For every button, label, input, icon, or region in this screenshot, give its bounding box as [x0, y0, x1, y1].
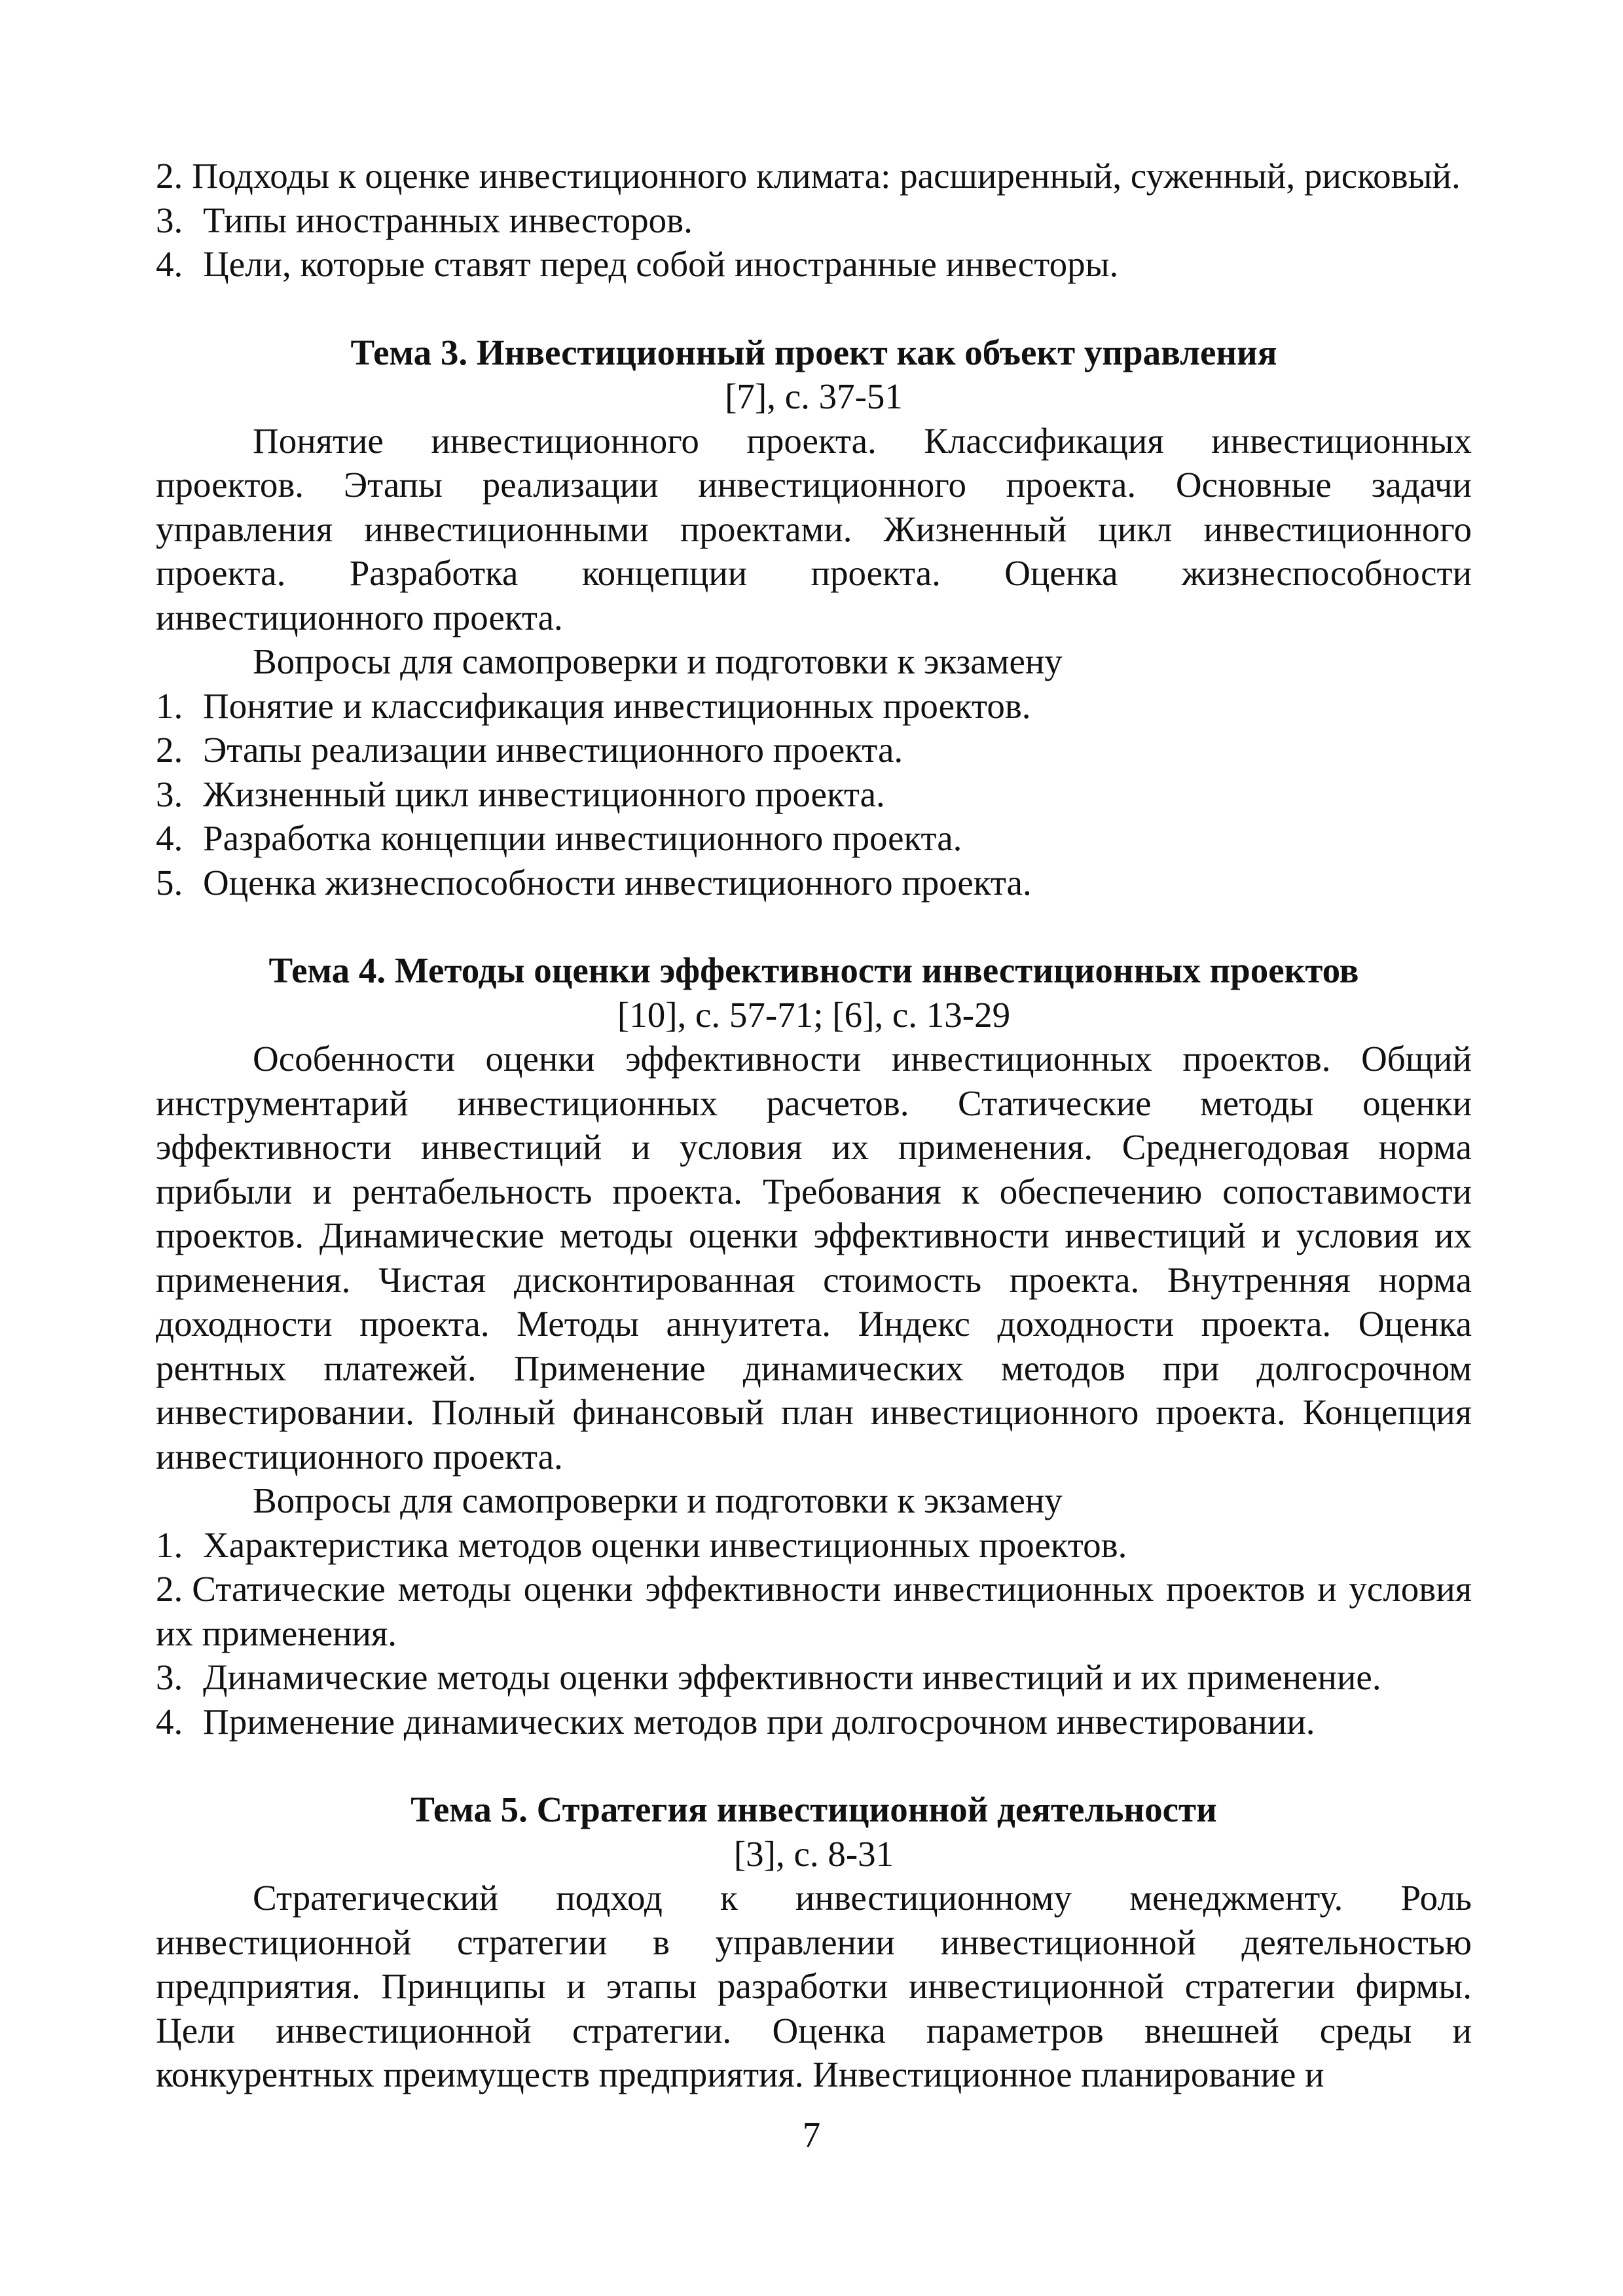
list-item: [156, 242, 1472, 287]
list-item-number: 2.: [156, 730, 183, 770]
list-item: [156, 1655, 1472, 1700]
list-item-text: Статические методы оценки эффективности инвестиционных проектов и условия их применения.: [156, 1569, 1472, 1653]
list-item-text: Разработка концепции инвестиционного проекта.: [203, 818, 962, 858]
list-item-number: 3.: [156, 774, 183, 814]
topic3-questions-heading: Вопросы для самопроверки и подготовки к экзамену: [253, 641, 1063, 681]
list-item-number: 1.: [156, 685, 183, 726]
list-item-text: Этапы реализации инвестиционного проекта.: [203, 730, 903, 770]
topic3-paragraph: Понятие инвестиционного проекта. Классификация инвестиционных проектов. Этапы реализации инвестиционного проекта. Основные задачи управления инвестиционными проектами. Жизненный цикл инвестиционного проекта. Разработка концепции проекта. Оценка жизнеспособности инвестиционного проекта.: [156, 420, 1472, 637]
list-item-number: 3.: [156, 1657, 183, 1697]
topic5-paragraph: Стратегический подход к инвестиционному менеджменту. Роль инвестиционной стратегии в управлении инвестиционной деятельностью предприятия. Принципы и этапы разработки инвестиционной стратегии фирмы. Цели инвестиционной стратегии. Оценка параметров внешней среды и конкурентных преимуществ предприятия. Инвестиционное планирование и: [156, 1878, 1472, 2094]
topic5-reference: [3], с. 8-31: [733, 1833, 894, 1874]
list-item-text: Оценка жизнеспособности инвестиционного проекта.: [203, 862, 1032, 903]
list-item: [156, 1567, 1472, 1655]
list-item-text: Цели, которые ставят перед собой иностранные инвесторы.: [203, 244, 1119, 284]
topic3-title: Тема 3. Инвестиционный проект как объект управления: [350, 332, 1277, 372]
list-item: [156, 154, 1472, 198]
list-item: [156, 861, 1472, 905]
page-number: 7: [802, 2115, 821, 2155]
list-item-text: Динамические методы оценки эффективности инвестиций и их применение.: [203, 1657, 1381, 1697]
topic4-reference: [10], с. 57-71; [6], с. 13-29: [617, 994, 1011, 1035]
list-item: [156, 684, 1472, 728]
topic4-paragraph: Особенности оценки эффективности инвестиционных проектов. Общий инструментарий инвестиционных расчетов. Статические методы оценки эффективности инвестиций и условия их применения. Среднегодовая норма прибыли и рентабельность проекта. Требования к обеспечению сопоставимости проектов. Динамические методы оценки эффективности инвестиций и условия их применения. Чистая дисконтированная стоимость проекта. Внутренняя норма доходности проекта. Методы аннуитета. Индекс доходности проекта. Оценка рентных платежей. Применение динамических методов при долгосрочном инвестировании. Полный финансовый план инвестиционного проекта. Концепция инвестиционного проекта.: [156, 1039, 1472, 1477]
list-item-text: Жизненный цикл инвестиционного проекта.: [203, 774, 885, 814]
list-item-number: 4.: [156, 818, 183, 858]
list-item-number: 2.: [156, 156, 183, 196]
list-item: [156, 728, 1472, 772]
list-item-number: 4.: [156, 1701, 183, 1742]
list-item-number: 2.: [156, 1569, 183, 1609]
list-item: [156, 198, 1472, 243]
list-item-number: 5.: [156, 862, 183, 903]
list-item: [156, 816, 1472, 861]
list-item-text: Применение динамических методов при долгосрочном инвестировании.: [203, 1701, 1315, 1742]
list-item-text: Типы иностранных инвесторов.: [203, 200, 693, 240]
list-item-text: Подходы к оценке инвестиционного климата: расширенный, суженный, рисковый.: [192, 156, 1461, 196]
list-item-number: 3.: [156, 200, 183, 240]
topic3-reference: [7], с. 37-51: [725, 376, 903, 416]
list-item-text: Характеристика методов оценки инвестиционных проектов.: [203, 1524, 1127, 1565]
list-item: [156, 772, 1472, 817]
list-item-text: Понятие и классификация инвестиционных проектов.: [203, 685, 1031, 726]
topic4-questions-heading: Вопросы для самопроверки и подготовки к экзамену: [253, 1480, 1063, 1520]
list-item: [156, 1523, 1472, 1568]
document-page: [156, 154, 1472, 2097]
list-item-number: 1.: [156, 1524, 183, 1565]
list-item: [156, 1700, 1472, 1744]
topic4-title: Тема 4. Методы оценки эффективности инвестиционных проектов: [268, 950, 1359, 990]
list-item-number: 4.: [156, 244, 183, 284]
topic5-title: Тема 5. Стратегия инвестиционной деятельности: [410, 1789, 1217, 1829]
